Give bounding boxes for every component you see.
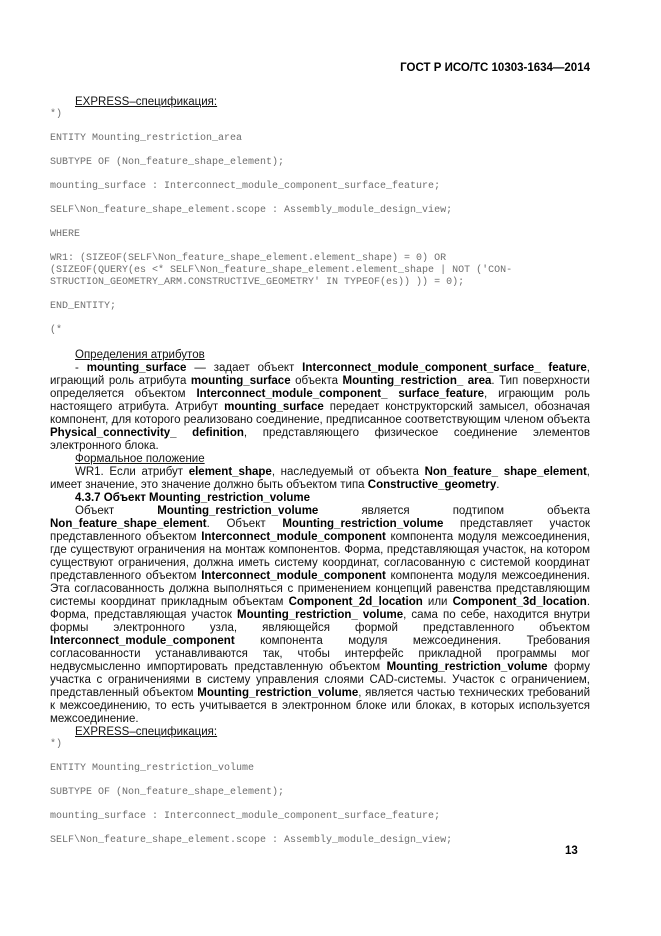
text-segment: компонента модуля межсоединения, где существуют ограничения на монтаж компонентов. Форма, представляющая участок, на котором существуют ограничения, должна иметь систему координат, согласованную с системой координат представленного объектом	[50, 531, 591, 582]
code-line: ENTITY Mounting_restriction_volume	[50, 763, 255, 774]
code-statement	[50, 181, 590, 193]
code-statement	[50, 109, 590, 121]
text-segment: Interconnect_module_component	[201, 570, 386, 582]
code-statement	[50, 325, 590, 337]
text-segment: , наследуемый от объекта	[271, 466, 425, 478]
code-line: WR1: (SIZEOF(SELF\Non_feature_shape_element.element_shape) = 0) OR	[50, 253, 447, 264]
express-spec-heading-text: EXPRESS–спецификация:	[75, 96, 218, 108]
page-content	[50, 62, 590, 859]
text-segment: mounting_surface	[190, 375, 291, 387]
code-statement	[50, 811, 590, 823]
code-statement	[50, 787, 590, 799]
code-statement	[50, 253, 590, 289]
code-line: (SIZEOF(QUERY(es <* SELF\Non_feature_shape_element.element_shape | NOT ('CON-	[50, 265, 513, 276]
text-segment: Non_feature_shape_element	[50, 518, 207, 530]
text-segment: mounting_surface	[224, 401, 324, 413]
text-segment: . Объект	[206, 518, 283, 530]
formal-position-heading-text: Формальное положение	[75, 453, 205, 465]
text-segment: компонента модуля межсоединения. Эта согласованность должна выполняться с применением концепций равенства представляющим системы координат прикладным объектам	[50, 570, 591, 608]
text-segment: — задает объект	[186, 362, 303, 374]
code-line: SUBTYPE OF (Non_feature_shape_element);	[50, 787, 285, 798]
text-segment: Constructive_geometry	[367, 479, 497, 491]
code-line: SELF\Non_feature_shape_element.scope : Assembly_module_design_view;	[50, 835, 453, 846]
text-segment: Объект	[75, 505, 158, 517]
text-segment: Interconnect_module_component_surface_ feature	[302, 362, 587, 374]
code-line: WHERE	[50, 229, 81, 240]
code-line: ENTITY Mounting_restriction_area	[50, 133, 243, 144]
text-segment: Interconnect_module_component_ surface_feature	[196, 388, 485, 400]
text-segment: Interconnect_module_component	[50, 635, 235, 647]
text-segment: WR1. Если атрибут	[75, 466, 189, 478]
text-segment: mounting_surface	[86, 362, 187, 374]
text-segment: представляет участок представленного объектом	[50, 518, 591, 543]
code-statement	[50, 301, 590, 313]
document-header: ГОСТ Р ИСО/ТС 10303-1634—2014	[400, 62, 590, 74]
text-segment: объекта	[290, 375, 343, 387]
text-segment: . Форма, представляющая участок	[50, 596, 591, 621]
text-segment: , сама по себе, находится внутри формы электронного узла, являющейся формой представленного объектом	[50, 609, 590, 634]
code-statement	[50, 133, 590, 145]
text-segment: является подтипом объекта	[318, 505, 591, 517]
attr-definitions-heading	[50, 349, 590, 362]
code-statement	[50, 157, 590, 169]
code-line: (*	[50, 325, 63, 336]
text-segment: Mounting_restriction_ volume	[237, 609, 404, 621]
text-segment: Interconnect_module_component	[201, 531, 386, 543]
code-line: STRUCTION_GEOMETRY_ARM.CONSTRUCTIVE_GEOMETRY' IN TYPEOF(es)) )) = 0);	[50, 277, 465, 288]
text-segment: , играющим роль настоящего атрибута. Атрибут	[50, 388, 590, 413]
text-segment: Mounting_restriction_volume	[386, 661, 548, 673]
section-4-3-7-heading: 4.3.7 Объект Mounting_restriction_volume	[75, 492, 311, 504]
code-statement	[50, 739, 590, 751]
code-line: SELF\Non_feature_shape_element.scope : Assembly_module_design_view;	[50, 205, 453, 216]
express-code-block-mounting-restriction-volume	[50, 739, 590, 847]
text-segment: . Тип поверхности определяется объектом	[50, 375, 590, 400]
text-segment: форму участка с ограничениями в систему управления слоями CAD-системы. Участок с ограничением, представленный объектом	[50, 661, 590, 699]
text-segment: , играющий роль атрибута	[50, 362, 590, 387]
text-segment: Mounting_restriction_volume	[157, 505, 319, 517]
text-segment: Non_feature_ shape_element	[424, 466, 587, 478]
express-spec-heading-area	[50, 96, 590, 109]
express-spec-heading-volume	[50, 726, 590, 739]
text-segment: Mounting_restriction_ area	[342, 375, 492, 387]
text-segment: , представляющего физическое соединение элементов электронного блока.	[50, 427, 590, 452]
code-line: END_ENTITY;	[50, 301, 117, 312]
text-segment: компонента модуля межсоединения. Требования согласованности устанавливаются так, чтобы интерфейс прикладной программы мог недвусмысленно импортировать представленную объектом	[50, 635, 590, 673]
text-segment: , имеет значение, это значение должно быть объектом типа	[50, 466, 590, 491]
code-statement	[50, 229, 590, 241]
text-segment: Component_2d_location	[288, 596, 423, 608]
text-segment: Component_3d_location	[452, 596, 587, 608]
page-number: 13	[565, 845, 578, 857]
text-segment: Mounting_restriction_volume	[282, 518, 444, 530]
text-segment: передает конструкторский замысел, обозначая компонент, для которого реализовано соединение, предписанное соответствующим членом объекта	[50, 401, 590, 426]
text-segment: .	[496, 479, 500, 491]
code-statement	[50, 835, 590, 847]
attr-definitions-heading-text: Определения атрибутов	[75, 349, 205, 361]
attr-definition-paragraph	[50, 362, 590, 453]
code-line: mounting_surface : Interconnect_module_component_surface_feature;	[50, 181, 441, 192]
express-code-block-mounting-restriction-area	[50, 109, 590, 337]
text-segment: или	[422, 596, 453, 608]
text-segment: -	[75, 362, 87, 374]
text-segment: element_shape	[188, 466, 272, 478]
code-line: *)	[50, 109, 63, 120]
express-spec-heading-text-2: EXPRESS–спецификация:	[75, 726, 218, 738]
formal-position-heading	[50, 453, 590, 466]
code-line: *)	[50, 739, 63, 750]
text-segment: Physical_connectivity_ definition	[50, 427, 244, 439]
code-line: SUBTYPE OF (Non_feature_shape_element);	[50, 157, 285, 168]
code-statement	[50, 205, 590, 217]
text-segment: , является частью технических требований к межсоединению, то есть учитывается в электронном блоке или блоках, в которых используется межсоединение.	[50, 687, 590, 725]
mounting-restriction-volume-paragraph	[50, 505, 590, 726]
formal-position-paragraph	[50, 466, 590, 492]
text-segment: Mounting_restriction_volume	[197, 687, 359, 699]
code-line: mounting_surface : Interconnect_module_component_surface_feature;	[50, 811, 441, 822]
code-statement	[50, 763, 590, 775]
